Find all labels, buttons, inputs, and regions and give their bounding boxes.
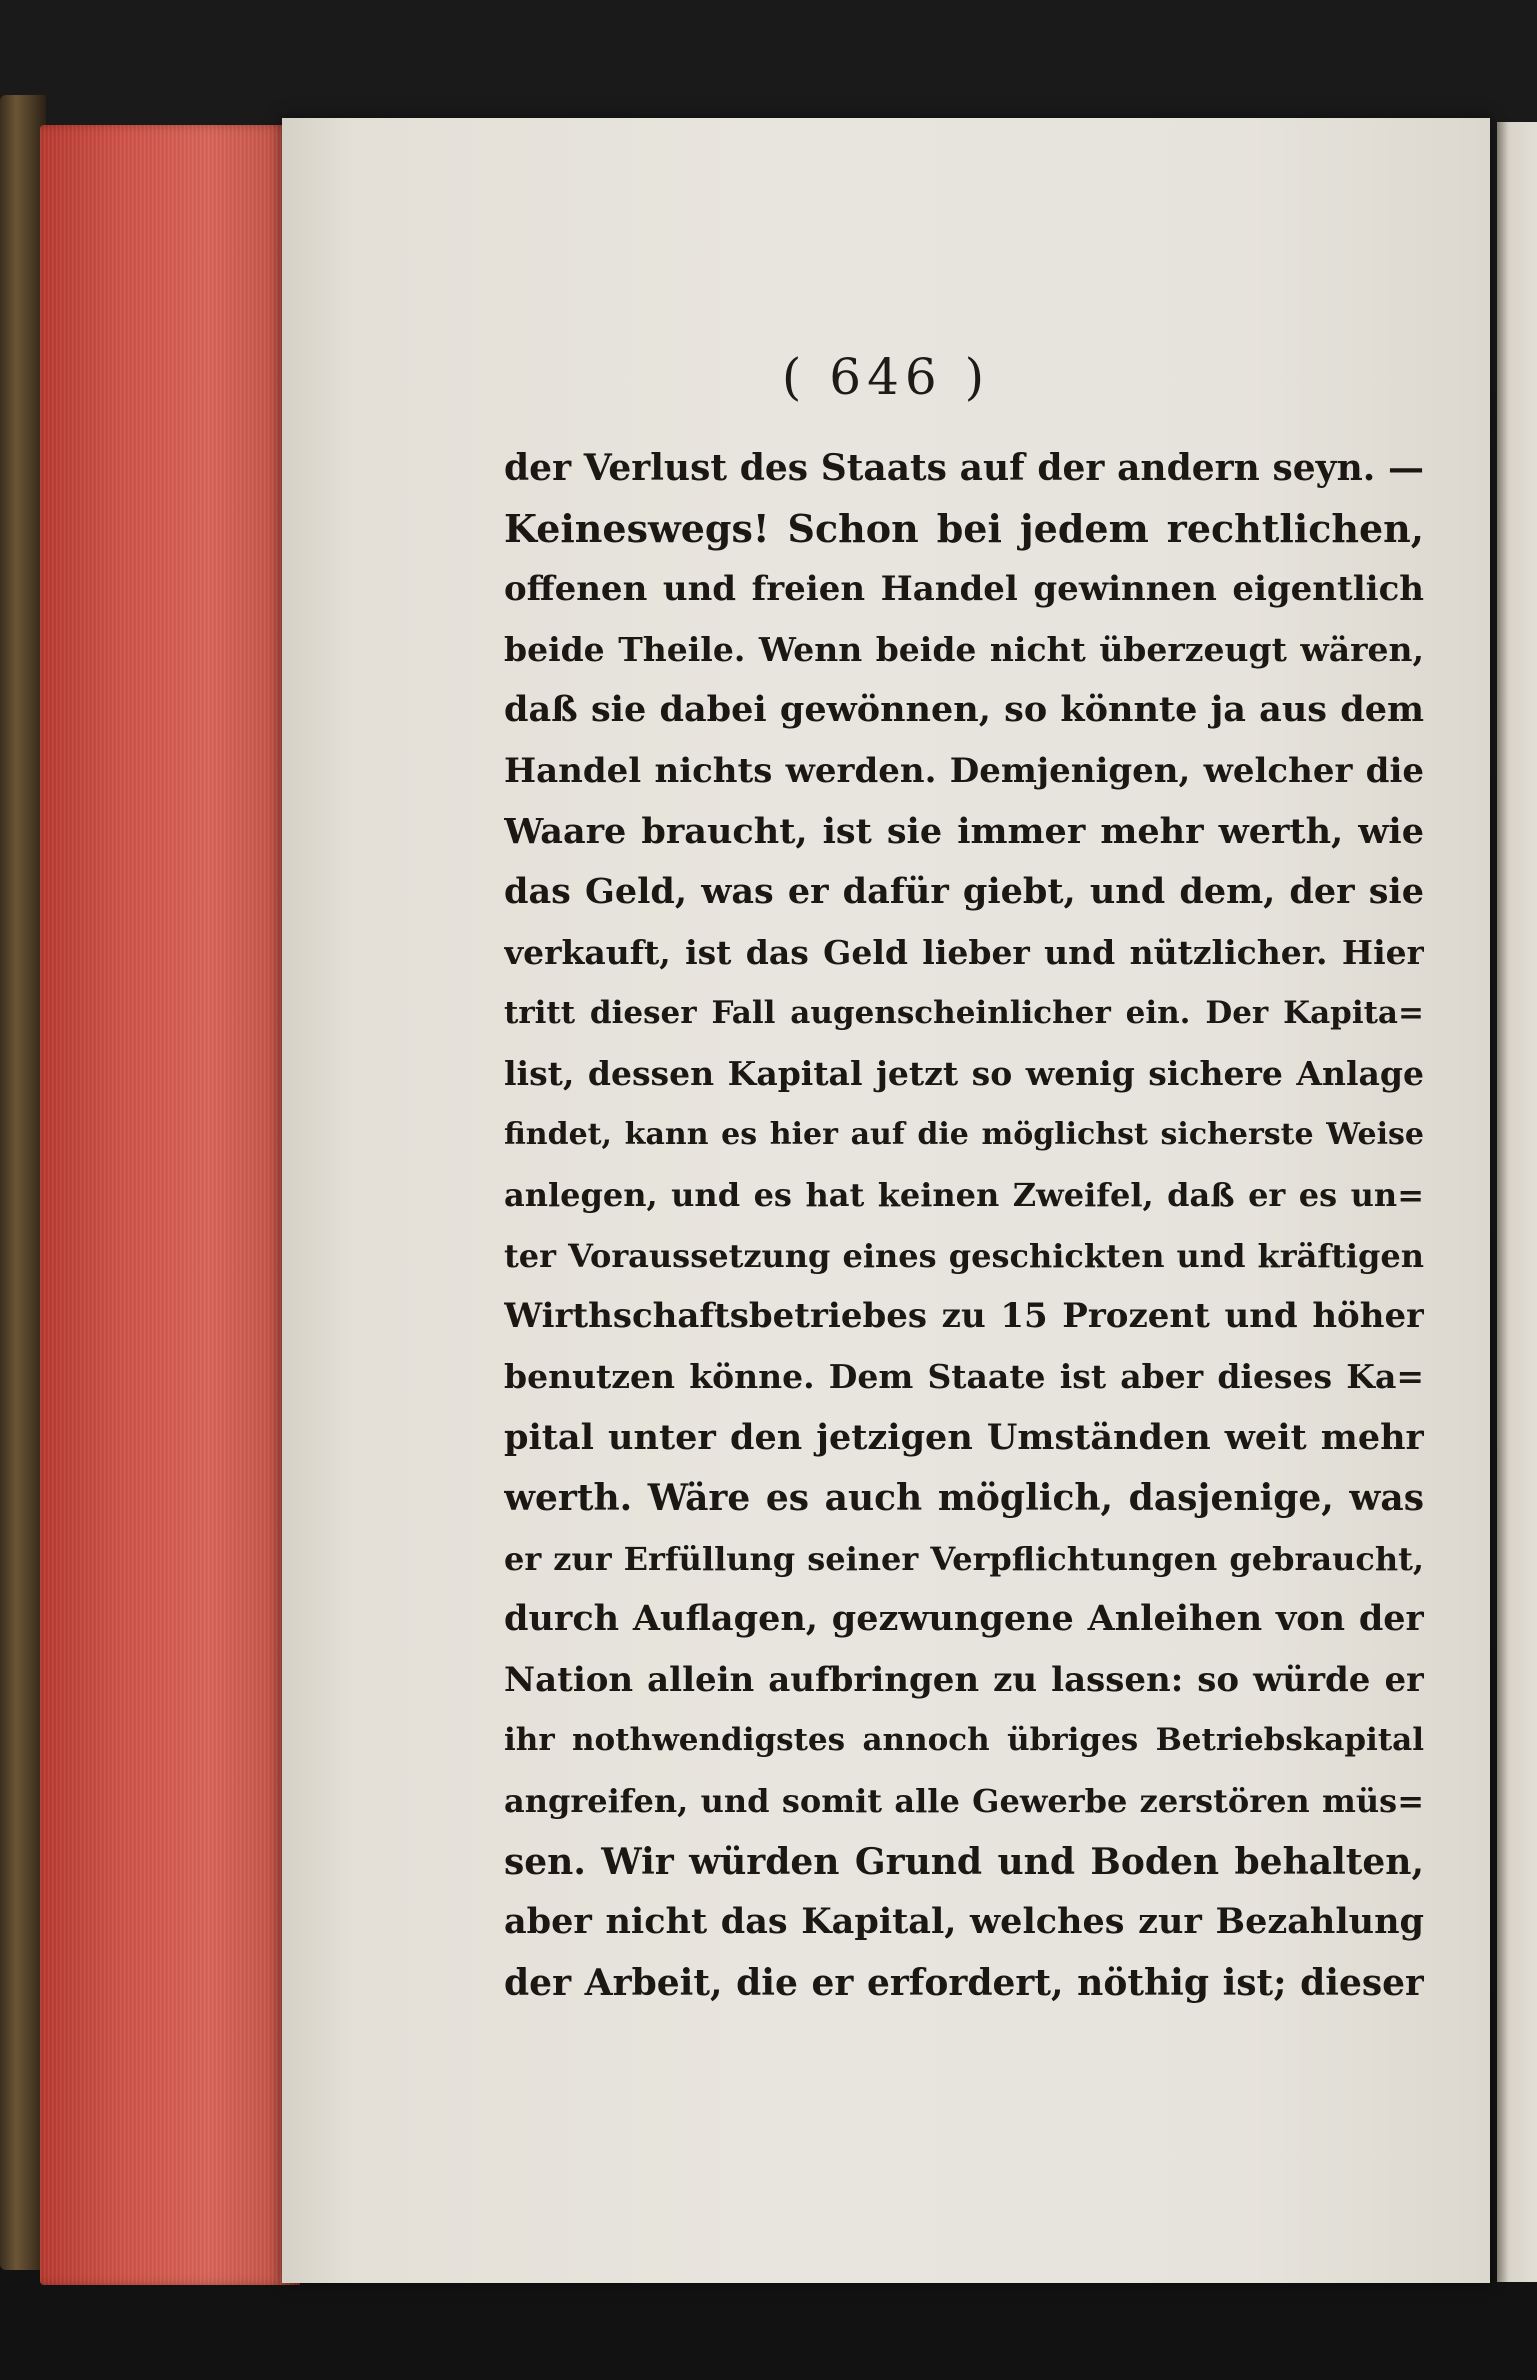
text-line: ter Voraussetzung eines geschickten und kräftigen	[504, 1236, 1424, 1275]
text-line: pital unter den jetzigen Umständen weit mehr	[504, 1416, 1424, 1458]
text-line: list, dessen Kapital jetzt so wenig sichere Anlage	[504, 1053, 1424, 1093]
text-line: er zur Erfüllung seiner Verpflichtungen gebraucht,	[504, 1539, 1424, 1578]
page-text	[504, 438, 1424, 2013]
text-line: Nation allein aufbringen zu lassen: so würde er	[504, 1659, 1424, 1700]
text-line: findet, kann es hier auf die möglichst sicherste Weise	[504, 1116, 1424, 1152]
book-page	[282, 118, 1490, 2283]
text-line: angreifen, und somit alle Gewerbe zerstören müs=	[504, 1782, 1424, 1821]
text-line: aber nicht das Kapital, welches zur Bezahlung	[504, 1901, 1424, 1943]
page-number: ( 646 )	[781, 348, 991, 406]
text-line: offenen und freien Handel gewinnen eigentlich	[504, 569, 1424, 610]
text-line: daß sie dabei gewönnen, so könnte ja aus dem	[504, 689, 1424, 731]
text-line: der Verlust des Staats auf der andern seyn. —	[504, 447, 1424, 489]
text-line: tritt dieser Fall augenscheinlicher ein. Der Kapita=	[504, 995, 1424, 1032]
text-line: Handel nichts werden. Demjenigen, welcher die	[504, 750, 1424, 791]
text-line: sen. Wir würden Grund und Boden behalten,	[504, 1840, 1424, 1883]
text-line: anlegen, und es hat keinen Zweifel, daß er es un=	[504, 1176, 1424, 1215]
text-line: durch Auflagen, gezwungene Anleihen von der	[504, 1598, 1424, 1640]
facing-page-edge	[1497, 122, 1537, 2282]
text-line: Wirthschaftsbetriebes zu 15 Prozent und höher	[504, 1296, 1424, 1337]
text-line: verkauft, ist das Geld lieber und nützlicher. Hier	[504, 932, 1424, 972]
text-line: der Arbeit, die er erfordert, nöthig ist; dieser	[504, 1961, 1424, 2004]
text-line: werth. Wäre es auch möglich, dasjenige, was	[504, 1477, 1424, 1520]
text-line: Keineswegs! Schon bei jedem rechtlichen,	[504, 505, 1424, 551]
text-line: benutzen könne. Dem Staate ist aber dieses Ka=	[504, 1356, 1424, 1396]
red-page-edge	[40, 125, 300, 2285]
text-line: Waare braucht, ist sie immer mehr werth, wie	[504, 810, 1424, 852]
text-line: beide Theile. Wenn beide nicht überzeugt wären,	[504, 629, 1424, 669]
text-line: ihr nothwendigstes annoch übriges Betriebskapital	[504, 1722, 1424, 1759]
text-line: das Geld, was er dafür giebt, und dem, der sie	[504, 871, 1424, 913]
